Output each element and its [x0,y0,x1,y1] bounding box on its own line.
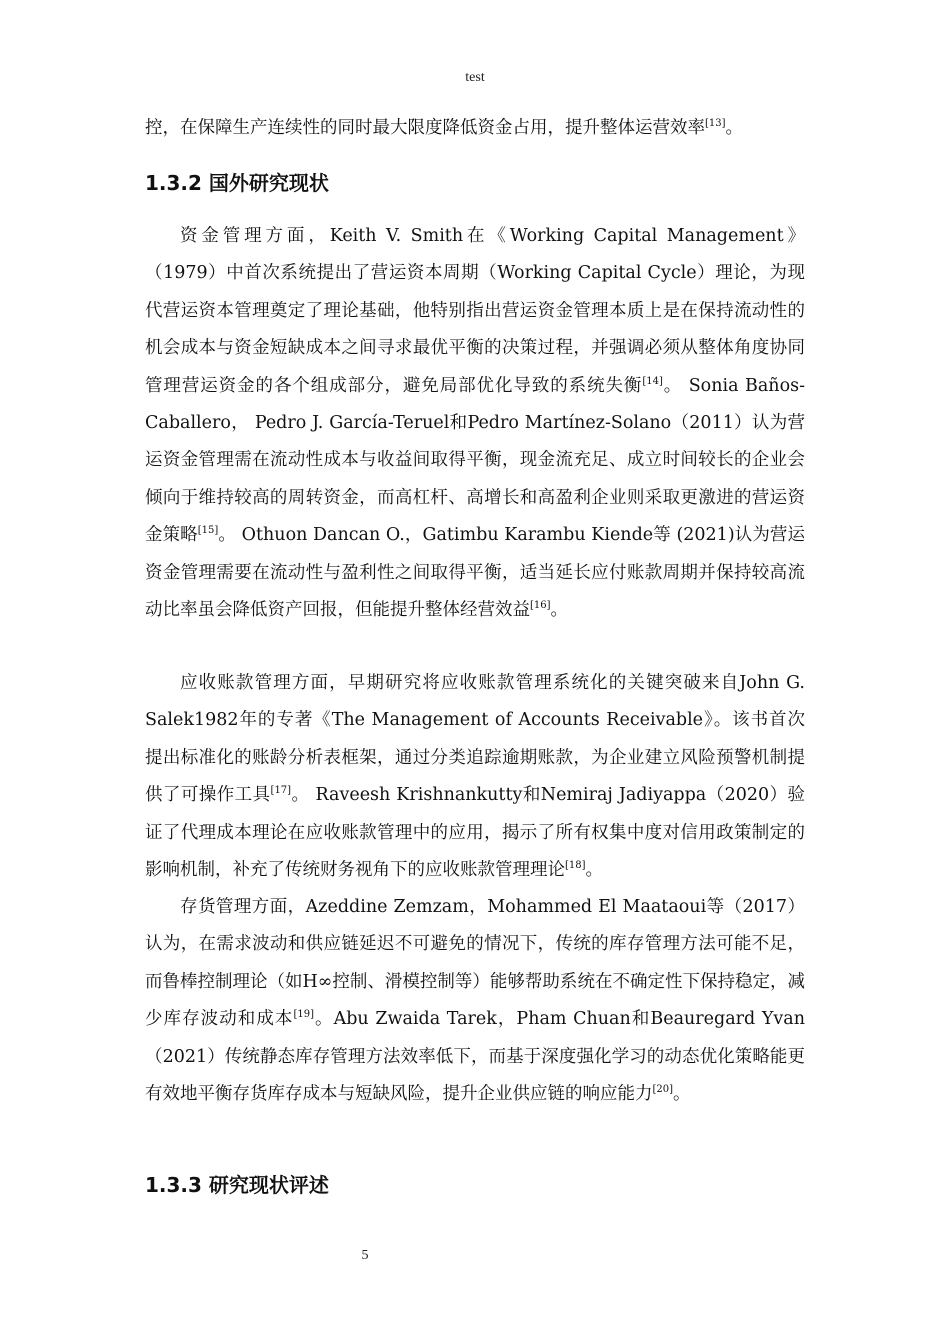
text-segment: 应收账款管理方面，早期研究将应收账款管理系统化的关键突破来自John G. Salek1982年的专著《The Management of Accounts Receivable》。该书首次提出标准化的账龄分析表框架，通过分类追踪逾期账款，为企业建立风险预警机制提供了可操作工具 [145,673,805,806]
citation-ref: [15] [197,525,219,537]
text-segment: 存货管理方面，Azeddine Zemzam，Mohammed El Maataoui等（2017）认为，在需求波动和供应链延迟不可避免的情况下，传统的库存管理方法可能不足，而鲁棒控制理论（如H∞控制、滑模控制等）能够帮助系统在不确定性下保持稳定，减少库存波动和成本 [145,897,805,1030]
citation-ref: [16] [530,600,551,612]
text-segment: 。 Sonia Baños‐Caballero， Pedro J. García‐Teruel和Pedro Martínez‐Solano（2011）认为营运资金管理需在流动性成本与收益间取得平衡，现金流充足、成立时间较长的企业会倾向于维持较高的周转资金，而高杠杆、高增长和高盈利企业则采取更激进的营运资金策略 [145,375,805,546]
section-heading-1-3-3: 1.3.3 研究现状评述 [145,1173,329,1197]
citation-ref: [13] [705,118,726,130]
paragraph-text [145,110,805,147]
text-segment: 。 Raveesh Krishnankutty和Nemiraj Jadiyappa（2020）验证了代理成本理论在应收账款管理中的应用，揭示了所有权集中度对信用政策制定的影响机制，补充了传统财务视角下的应收账款管理理论 [145,785,806,881]
citation-ref: [14] [642,375,663,387]
text-segment: 资金管理方面，Keith V. Smith在《Working Capital Management》（1979）中首次系统提出了营运资本周期（Working Capital Cycle）理论，为现代营运资本管理奠定了理论基础，他特别指出营运资金管理本质上是在保持流动性的机会成本与资金短缺成本之间寻求最优平衡的决策过程，并强调必须从整体角度协同管理营运资金的各个组成部分，避免局部优化导致的系统失衡 [145,226,805,396]
intro-tail-paragraph [145,110,805,147]
receivables-paragraph [145,665,805,889]
inventory-paragraph [145,889,805,1113]
page-header: test [465,70,485,85]
text-segment: 。 [585,860,604,881]
text-segment: 。 Othuon Dancan O.，Gatimbu Karambu Kiende等 (2021)认为营运资金管理需要在流动性与盈利性之间取得平衡，适当延长应付账款周期并保持较高流动比率虽会降低资产回报，但能提升整体经营效益 [145,525,806,621]
page-number: 5 [361,1248,369,1263]
citation-ref: [17] [270,785,292,797]
paragraph-text [145,665,805,889]
text-segment: 。 [550,600,569,621]
section-heading-1-3-2: 1.3.2 国外研究现状 [145,171,329,195]
text-segment: 控，在保障生产连续性的同时最大限度降低资金占用，提升整体运营效率 [145,118,705,138]
paragraph-text [145,889,805,1113]
citation-ref: [18] [565,860,586,872]
text-segment: 。 [725,118,744,138]
capital-management-paragraph [145,218,805,629]
paragraph-text [145,218,805,629]
citation-ref: [19] [293,1009,314,1021]
text-segment: 。 [673,1084,691,1105]
text-segment: 。Abu Zwaida Tarek，Pham Chuan和Beauregard Yvan（2021）传统静态库存管理方法效率低下，而基于深度强化学习的动态优化策略能更有效地平衡存货库存成本与短缺风险，提升企业供应链的响应能力 [145,1009,805,1105]
citation-ref: [20] [652,1084,674,1096]
